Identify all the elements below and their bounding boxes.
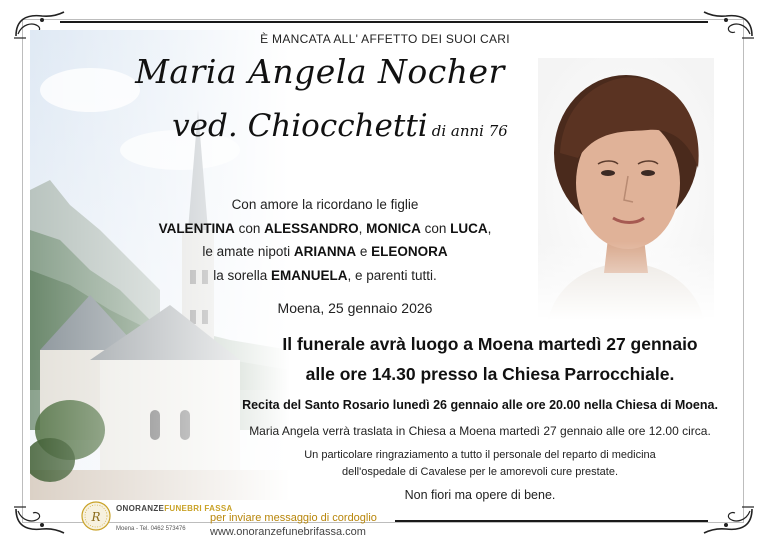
family-text: ,: [487, 220, 492, 236]
family-line-1: Con amore la ricordano le figlie: [231, 197, 419, 212]
logo-name-part: FASSA: [204, 504, 233, 513]
deceased-name: Maria Angela Nocher: [135, 52, 505, 91]
family-text: e: [356, 244, 372, 259]
family-list: [140, 193, 510, 287]
married-name: ved. Chiocchetti: [172, 108, 428, 144]
logo-name-part: ONORANZE: [116, 504, 165, 513]
age: di anni 76: [431, 122, 508, 140]
family-name: LUCA: [450, 220, 488, 236]
portrait-photo: [538, 58, 714, 320]
place-date: Moena, 25 gennaio 2026: [277, 300, 433, 316]
family-name: ARIANNA: [293, 244, 357, 259]
family-name: ELEONORA: [371, 244, 448, 259]
family-name: EMANUELA: [270, 267, 348, 283]
family-text: , e parenti tutti.: [347, 267, 437, 283]
family-text: con: [234, 220, 265, 236]
logo-contact: Moena - Tel. 0462 573476: [116, 526, 186, 532]
bottom-rule: [395, 520, 708, 522]
family-name: VALENTINA: [158, 220, 235, 236]
logo-emblem-icon: [80, 500, 112, 532]
corner-ornament-icon: [700, 10, 756, 40]
svg-text:R: R: [91, 510, 101, 524]
corner-ornament-icon: [700, 505, 756, 535]
corner-ornament-icon: [12, 505, 68, 535]
married-name-line: [150, 108, 530, 144]
logo-name-part: FUNEBRI: [164, 504, 202, 513]
website-link[interactable]: www.onoranzefunebrifassa.com: [210, 526, 366, 538]
family-line-2: [140, 217, 510, 241]
thanks-line-1: Un particolare ringraziamento a tutto il personale del reparto di medicina: [304, 449, 656, 461]
family-text: ,: [358, 220, 367, 236]
family-text: con: [420, 220, 451, 236]
funeral-info-line-1: Il funerale avrà luogo a Moena martedì 27 gennaio: [282, 334, 698, 354]
family-line-4: [140, 264, 510, 288]
announcement-intro: È MANCATA ALL' AFFETTO DEI SUOI CARI: [260, 32, 510, 46]
top-rule: [60, 21, 708, 23]
no-flowers-note: Non fiori ma opere di bene.: [404, 488, 556, 502]
rosary-info: Recita del Santo Rosario lunedì 26 gennaio alle ore 20.00 nella Chiesa di Moena.: [242, 398, 718, 412]
funeral-info-line-2: alle ore 14.30 presso la Chiesa Parrocchiale.: [305, 364, 675, 384]
family-text: la sorella: [213, 267, 271, 283]
family-line-3: [140, 240, 510, 264]
family-name: ALESSANDRO: [264, 220, 359, 236]
transfer-info: Maria Angela verrà traslata in Chiesa a Moena martedì 27 gennaio alle ore 12.00 circa.: [249, 424, 711, 438]
condolence-prompt: per inviare messaggio di cordoglio: [210, 512, 377, 524]
family-name: MONICA: [366, 220, 421, 236]
thanks-line-2: dell'ospedale di Cavalese per le amorevoli cure prestate.: [341, 466, 619, 478]
family-text: le amate nipoti: [202, 244, 294, 259]
